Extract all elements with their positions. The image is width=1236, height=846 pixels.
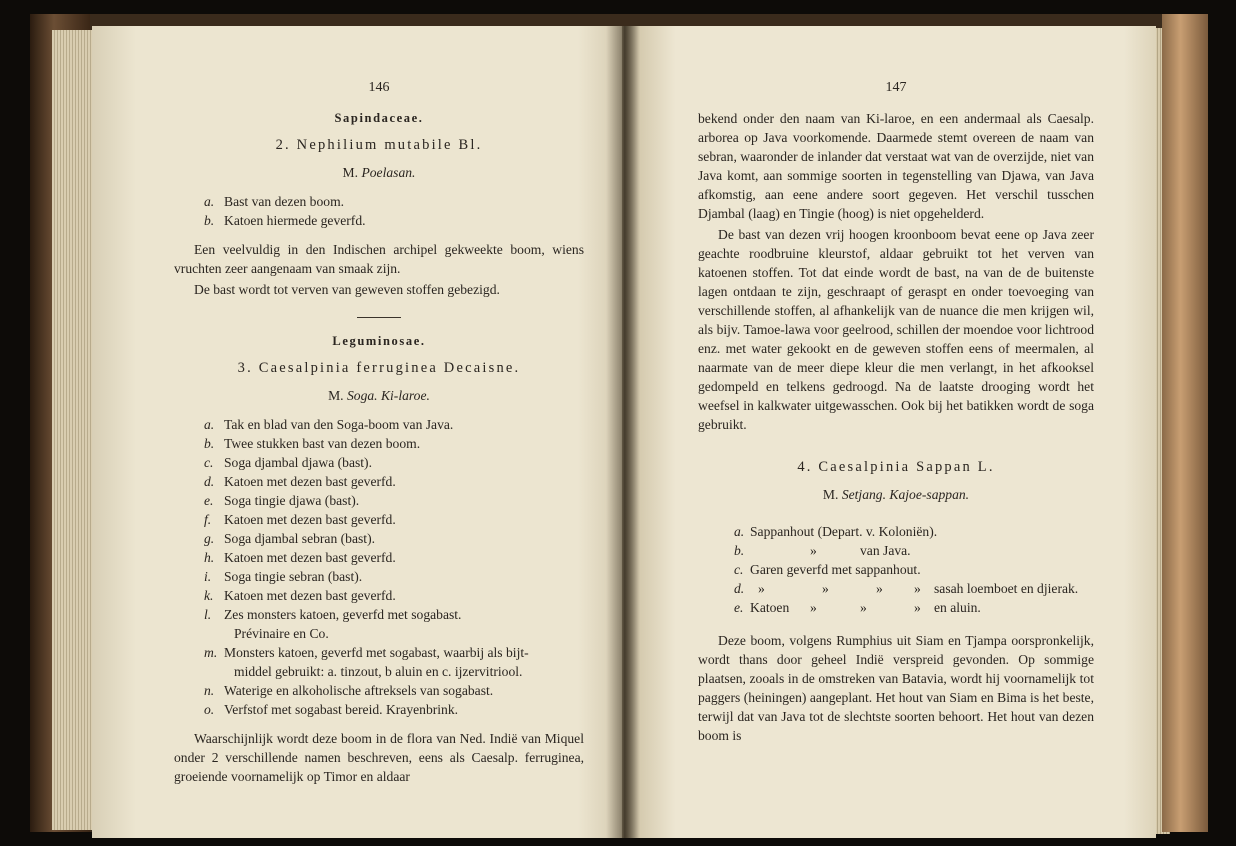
local-prefix: M. [342, 165, 359, 180]
list-item [174, 681, 584, 700]
item-continuation: middel gebruikt: a. tinzout, b aluin en c. ijzervitriool. [234, 664, 523, 679]
list-item [174, 192, 584, 211]
specimen-list [698, 522, 1094, 617]
ditto-mark: » [860, 600, 867, 615]
item-letter: b. [204, 436, 215, 451]
item-letter: c. [734, 562, 744, 577]
item-letter: d. [734, 581, 745, 596]
list-item [174, 700, 584, 719]
page-number: 146 [368, 80, 390, 95]
family-heading: Sapindaceae. [334, 111, 424, 125]
local-prefix: M. [328, 388, 344, 403]
item-text: Katoen met dezen bast geverfd. [224, 588, 396, 603]
right-page [622, 26, 1156, 838]
list-item [698, 598, 1094, 617]
specimen-list [174, 415, 584, 719]
family-heading: Leguminosae. [332, 334, 426, 348]
specimen-list [174, 192, 584, 230]
list-item [174, 453, 584, 472]
item-text: Katoen met dezen bast geverfd. [224, 474, 396, 489]
list-item [174, 605, 584, 643]
list-item [174, 211, 584, 230]
item-continuation: Prévinaire en Co. [234, 626, 329, 641]
list-item [698, 560, 1094, 579]
item-letter: m. [204, 645, 218, 660]
item-text: Soga tingie sebran (bast). [224, 569, 363, 584]
item-text: Soga djambal djawa (bast). [224, 455, 372, 470]
book-cover-right [1162, 14, 1208, 832]
item-text: van Java. [860, 543, 911, 558]
item-letter: a. [734, 524, 745, 539]
item-text: Katoen met dezen bast geverfd. [224, 512, 396, 527]
item-text: Verfstof met sogabast bereid. Krayenbrink. [224, 702, 459, 717]
list-item [174, 510, 584, 529]
list-item [174, 434, 584, 453]
list-item [698, 579, 1094, 598]
item-letter: a. [204, 194, 215, 209]
local-name-text: Soga. Ki-laroe. [346, 388, 430, 403]
list-item [174, 415, 584, 434]
item-text: en aluin. [934, 600, 981, 615]
item-text: Soga djambal sebran (bast). [224, 531, 375, 546]
item-letter: e. [734, 600, 744, 615]
item-letter: c. [204, 455, 214, 470]
local-name [174, 163, 584, 182]
local-name [698, 485, 1094, 504]
local-name-text: Poelasan. [361, 165, 416, 180]
ditto-mark: » [876, 581, 883, 596]
item-letter: b. [734, 543, 745, 558]
item-letter: n. [204, 683, 215, 698]
paragraph: De bast wordt tot verven van geweven stoffen gebezigd. [194, 282, 500, 297]
ditto-mark: » [758, 581, 765, 596]
item-text: Tak en blad van den Soga-boom van Java. [224, 417, 454, 432]
item-letter: b. [204, 213, 215, 228]
local-prefix: M. [822, 487, 839, 502]
paragraph: Deze boom, volgens Rumphius uit Siam en Tjampa oorspronkelijk, wordt thans door geheel Indië verspreid gevonden. Op sommige plaatsen, zooals in de omstreken van Batavia, wordt hij voornamelijk tot paggers (heiningen) aangeplant. Het hout van Siam en Bima is het beste, terwijl dat van Java tot de slechtste soorten behoort. Het hout van dezen boom is [698, 633, 1094, 743]
page-number: 147 [885, 80, 907, 95]
paragraph: bekend onder den naam van Ki-laroe, en een andermaal als Caesalp. arborea op Java voorkomende. Daarmede stemt overeen de naam van sebran, waaronder de inlander dat verstaat wat van de overzijde, niet van Java komt, aan sommige soorten in tegenstelling van Djawa, van Java afkomstig, aan eene andere soort gegeven. Het verschil tusschen Djambal (laag) en Tingie (hoog) is niet opgehelderd. [698, 111, 1094, 221]
item-text: Katoen hiermede geverfd. [224, 213, 366, 228]
item-letter: f. [204, 512, 212, 527]
item-text: Garen geverfd met sappanhout. [750, 562, 921, 577]
item-letter: o. [204, 702, 215, 717]
paragraph: De bast van dezen vrij hoogen kroonboom bevat eene op Java zeer geachte roodbruine kleurstof, aldaar gebruikt tot het verven van katoenen stoffen. Tot dat einde wordt de bast, na van de de buitenste lagen ontdaan te zijn, geschraapt of geraspt en onder toevoeging van verschillende stoffen, al afhankelijk van de nuance die men krijgen wil, als bijv. Tamoe-lawa voor geelrood, schillen der moendoe voor lichtrood enz. met water gekookt en de geweven stoffen eens of meermalen, al naarmate van de meer diepe kleur die men verlangt, in het afkooksel gedompeld en telkens gedroogd. Na de laatste drooging wordt het weefsel in kalkwater uitgewasschen. Ook bij het batikken wordt de soga gebruikt. [698, 227, 1094, 432]
book [30, 14, 1208, 832]
item-text: Bast van dezen boom. [224, 194, 345, 209]
ditto-mark: » [810, 600, 817, 615]
book-gutter [606, 26, 640, 838]
ditto-mark: » [810, 543, 817, 558]
item-letter: h. [204, 550, 215, 565]
list-item [174, 586, 584, 605]
left-page [92, 26, 644, 838]
list-item [174, 548, 584, 567]
paragraph: Waarschijnlijk wordt deze boom in de flora van Ned. Indië van Miquel onder 2 verschillende namen beschreven, eens als Caesalp. ferruginea, groeiende voornamelijk op Timor en aldaar [174, 731, 584, 784]
list-item [698, 522, 1094, 541]
item-text: Waterige en alkoholische aftreksels van sogabast. [224, 683, 494, 698]
item-text: Soga tingie djawa (bast). [224, 493, 360, 508]
item-letter: k. [204, 588, 214, 603]
species-heading: 2. Nephilium mutabile Bl. [275, 137, 483, 153]
species-heading: 4. Caesalpinia Sappan L. [797, 459, 995, 475]
species-heading: 3. Caesalpinia ferruginea Decaisne. [237, 360, 521, 376]
local-name [174, 386, 584, 405]
list-item [698, 541, 1094, 560]
item-letter: l. [204, 607, 212, 622]
item-letter: a. [204, 417, 215, 432]
section-divider [357, 317, 401, 318]
list-item [174, 567, 584, 586]
item-letter: d. [204, 474, 215, 489]
ditto-mark: » [914, 581, 921, 596]
item-letter: e. [204, 493, 214, 508]
item-letter: i. [204, 569, 212, 584]
item-text: sasah loemboet en djierak. [934, 581, 1079, 596]
item-text: Monsters katoen, geverfd met sogabast, waarbij als bijt- [224, 645, 529, 660]
item-text: Katoen [750, 600, 790, 615]
item-text: Katoen met dezen bast geverfd. [224, 550, 396, 565]
item-text: Twee stukken bast van dezen boom. [224, 436, 421, 451]
list-item [174, 529, 584, 548]
ditto-mark: » [822, 581, 829, 596]
paragraph: Een veelvuldig in den Indischen archipel gekweekte boom, wiens vruchten zeer aangenaam van smaak zijn. [174, 242, 584, 276]
item-text: Sappanhout (Depart. v. Koloniën). [750, 524, 938, 539]
local-name-text: Setjang. Kajoe-sappan. [841, 487, 970, 502]
ditto-mark: » [914, 600, 921, 615]
item-text: Zes monsters katoen, geverfd met sogabast. [224, 607, 462, 622]
list-item [174, 472, 584, 491]
item-letter: g. [204, 531, 215, 546]
list-item [174, 643, 584, 681]
list-item [174, 491, 584, 510]
